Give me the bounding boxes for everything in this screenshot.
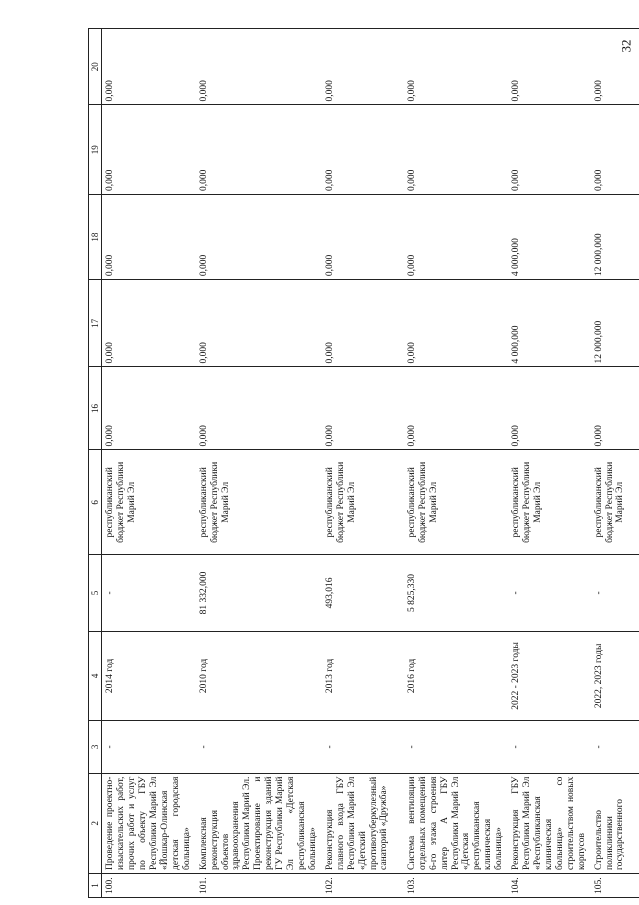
value-20: 0,000 — [508, 29, 590, 106]
table-row — [102, 29, 196, 898]
value-17: 4 000,000 — [508, 280, 590, 367]
col3-value: - — [322, 721, 404, 773]
period: 2022 - 2023 годы — [508, 631, 590, 721]
object-name: Проведение проектно-изыскательских работ, прочих работ и услуг по объекту ГБУ Республики Марий Эл «Йошкар-Олинская детская городская больница» — [102, 773, 196, 873]
value-16: 0,000 — [322, 367, 404, 450]
value-18: 12 000,000 — [591, 195, 639, 280]
funding-source: республиканский бюджет Республики Марий Эл — [322, 450, 404, 555]
value-20: 0,000 — [102, 29, 196, 106]
value-18: 0,000 — [102, 195, 196, 280]
object-name: Строительство поликлиники государственного — [591, 773, 639, 873]
value-19: 0,000 — [404, 105, 508, 195]
table-row — [322, 29, 404, 898]
value-16: 0,000 — [102, 367, 196, 450]
period: 2010 год — [196, 631, 322, 721]
header-cell: 18 — [89, 195, 102, 280]
row-number: 105. — [591, 873, 639, 897]
row-number: 102. — [322, 873, 404, 897]
funding-source: республиканский бюджет Республики Марий Эл — [591, 450, 639, 555]
col3-value: - — [404, 721, 508, 773]
value-19: 0,000 — [591, 105, 639, 195]
value-16: 0,000 — [404, 367, 508, 450]
funding-source: республиканский бюджет Республики Марий Эл — [404, 450, 508, 555]
header-cell: 19 — [89, 105, 102, 195]
col3-value: - — [196, 721, 322, 773]
value-17: 0,000 — [102, 280, 196, 367]
value-16: 0,000 — [196, 367, 322, 450]
value-19: 0,000 — [508, 105, 590, 195]
header-cell: 5 — [89, 555, 102, 631]
value-17: 0,000 — [322, 280, 404, 367]
object-name: Реконструкция главного входа ГБУ Республики Марий Эл «Детский противотуберкулезный санаторий «Дружба» — [322, 773, 404, 873]
header-cell: 1 — [89, 873, 102, 897]
col3-value: - — [508, 721, 590, 773]
row-number: 103. — [404, 873, 508, 897]
row-number: 104. — [508, 873, 590, 897]
value-20: 0,000 — [196, 29, 322, 106]
period: 2016 год — [404, 631, 508, 721]
value-18: 0,000 — [404, 195, 508, 280]
value-18: 0,000 — [196, 195, 322, 280]
value-16: 0,000 — [591, 367, 639, 450]
row-number: 101. — [196, 873, 322, 897]
header-cell: 3 — [89, 721, 102, 773]
table-row — [404, 29, 508, 898]
value-19: 0,000 — [196, 105, 322, 195]
cost-value: 5 825,330 — [404, 555, 508, 631]
table-row — [196, 29, 322, 898]
period: 2022, 2023 годы — [591, 631, 639, 721]
header-cell: 2 — [89, 773, 102, 873]
row-number: 100. — [102, 873, 196, 897]
header-cell: 6 — [89, 450, 102, 555]
col3-value: - — [591, 721, 639, 773]
value-20: 0,000 — [404, 29, 508, 106]
header-cell: 16 — [89, 367, 102, 450]
value-20: 0,000 — [591, 29, 639, 106]
funding-source: республиканский бюджет Республики Марий Эл — [508, 450, 590, 555]
table-row — [508, 29, 590, 898]
rotated-table-container — [88, 28, 626, 898]
header-cell: 20 — [89, 29, 102, 106]
value-20: 0,000 — [322, 29, 404, 106]
header-cell: 17 — [89, 280, 102, 367]
value-18: 0,000 — [322, 195, 404, 280]
period: 2014 год — [102, 631, 196, 721]
col3-value: - — [102, 721, 196, 773]
value-19: 0,000 — [322, 105, 404, 195]
cost-value: - — [591, 555, 639, 631]
object-name: Комплексная реконструкция объектов здравоохранения Республики Марий Эл. Проектирование и реконструкция зданий ГУ Республики Марий Эл «Детская республиканская больница» — [196, 773, 322, 873]
funding-source: республиканский бюджет Республики Марий Эл — [196, 450, 322, 555]
object-name: Реконструкция ГБУ Республики Марий Эл «Республиканская клиническая больница» со строительством новых корпусов — [508, 773, 590, 873]
value-17: 0,000 — [196, 280, 322, 367]
cost-value: - — [508, 555, 590, 631]
cost-value: 493,016 — [322, 555, 404, 631]
table-row — [591, 29, 639, 898]
value-18: 4 000,000 — [508, 195, 590, 280]
investment-table — [88, 28, 639, 898]
cost-value: - — [102, 555, 196, 631]
funding-source: республиканский бюджет Республики Марий Эл — [102, 450, 196, 555]
value-16: 0,000 — [508, 367, 590, 450]
period: 2013 год — [322, 631, 404, 721]
header-row — [89, 29, 102, 898]
cost-value: 81 332,000 — [196, 555, 322, 631]
object-name: Система вентиляции отдельных помещений 6-го этажа строения литер А ГБУ Республики Марий Эл «Детская республиканская клиническая больница» — [404, 773, 508, 873]
header-cell: 4 — [89, 631, 102, 721]
value-19: 0,000 — [102, 105, 196, 195]
page-number: 32 — [618, 39, 634, 53]
value-17: 12 000,000 — [591, 280, 639, 367]
value-17: 0,000 — [404, 280, 508, 367]
